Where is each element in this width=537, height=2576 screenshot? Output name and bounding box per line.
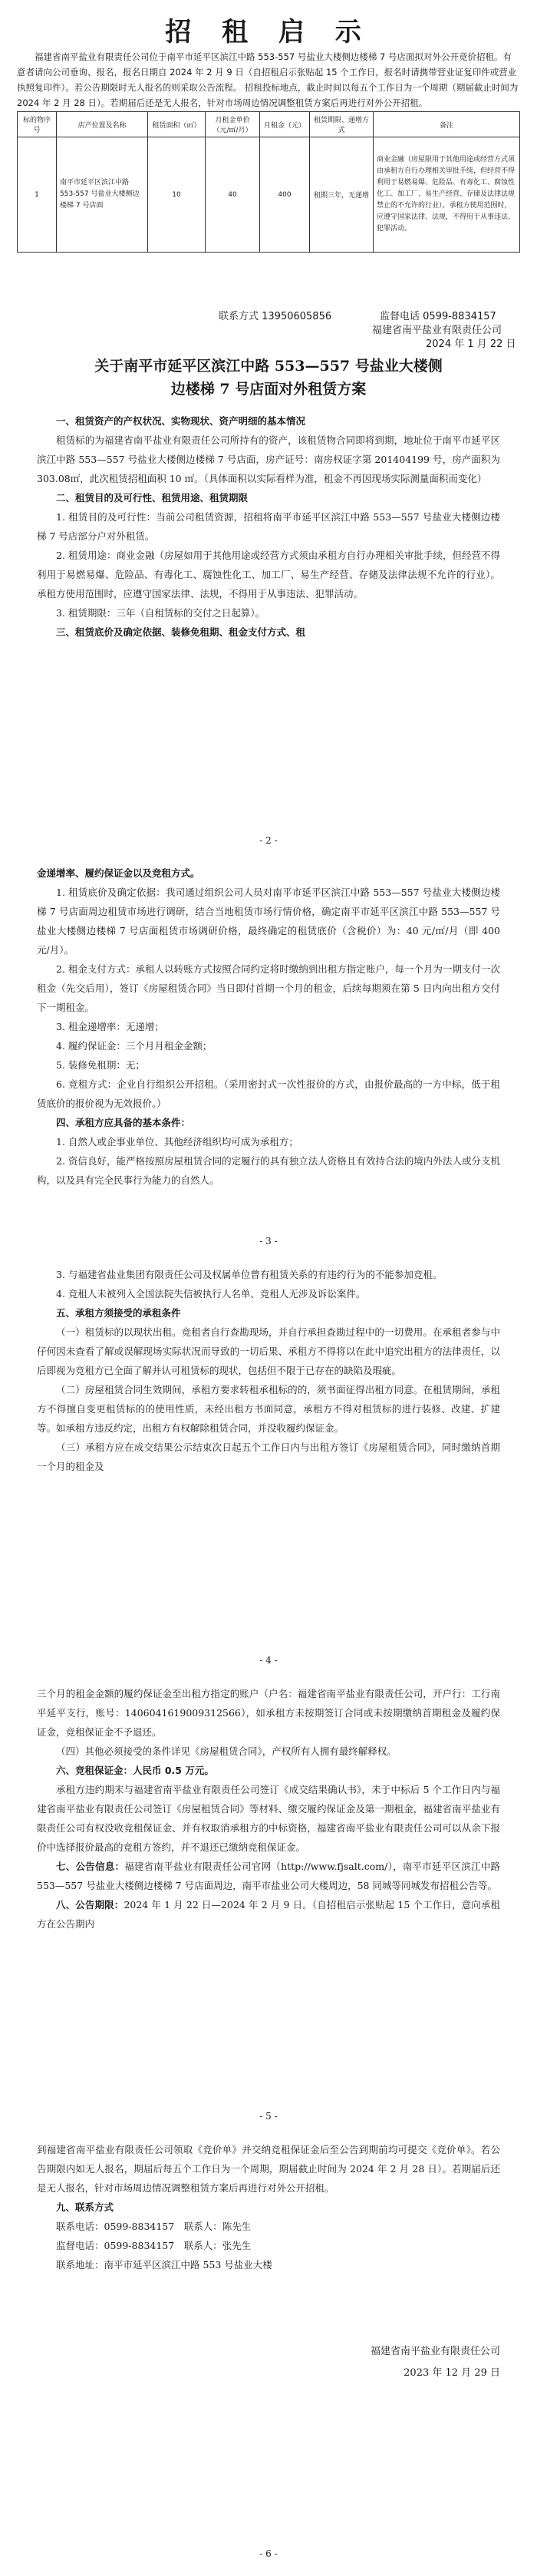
notice-title: 招 租 启 示 (165, 17, 372, 48)
paragraph: 承租方违约期末与福建省南平盐业有限责任公司签订《成交结果确认书》，未于中标后 5 个工作日内与福建省南平盐业有限责任公司签订《房屋租赁合同》等材料、缴交履约保证金及第一期租金，福建省南平盐业有限责任公司有权没收竞租保证金、并有权取消承租方的中标资格，福建省南平盐业有限责任公司可以从余下报价中选择报价最高的竞租方签约，并不退还已缴纳竞租保证金。 (37, 1784, 500, 1853)
paragraph: 5. 装修免租期：无； (56, 1059, 145, 1071)
table-header: 月租金（元） (260, 112, 310, 137)
table-cell-unit-price: 40 (206, 137, 260, 253)
signature-company: 福建省南平盐业有限责任公司 (370, 2346, 500, 2357)
paragraph: 2. 租金支付方式：承租人以转账方式按照合同约定将时缴纳到出租方指定账户，每一个月为一期支付一次租金（先交后用），签订《房屋租赁合同》当日即付首期一个月的租金，后续每期须在第 5 日内向出租方交付下一期租金。 (37, 963, 500, 1013)
table-cell-area: 10 (148, 137, 206, 253)
section-heading: 一、租赁资产的产权状况、实物现状、资产明细的基本情况 (56, 415, 306, 427)
document-title-line2: 边楼梯 7 号店面对外租赁方案 (170, 381, 367, 398)
table-cell-monthly-rent: 400 (260, 137, 310, 253)
table-header: 月租金单价（元/㎡/月） (206, 112, 260, 137)
paragraph: 租赁标的为福建省南平盐业有限责任公司所持有的资产，该租赁物合同即将到期，地址位于南平市延平区滨江中路 553—557 号盐业大楼侧边楼梯 7 号店面，房产证号：南房权证字第 201404199 号，房产面积为 303.08㎡，此次租赁招租面积 10 ㎡。（具体面积以实际看样为准，租金不再因现场实际测量面积而变化） (37, 434, 500, 484)
table-header: 租赁期限、递增方式 (310, 112, 374, 137)
table-header: 租赁面积（㎡） (148, 112, 206, 137)
paragraph: 6. 竞租方式：企业自行组织公开招租。（采用密封式一次性报价的方式，由报价最高的一方中标，低于租赁底价的报价视为无效报价。） (37, 1078, 500, 1109)
page-number: - 4 - (259, 1655, 278, 1666)
section-heading: 五、承租方须接受的承租条件 (56, 1307, 181, 1319)
notice-date: 2024 年 1 月 22 日 (426, 339, 516, 350)
table-header: 备注 (374, 112, 520, 137)
table-cell-location: 南平市延平区滨江中路 553-557 号盐业大楼侧边楼梯 7 号店面 (57, 137, 148, 253)
paragraph: 2. 资信良好，能严格按照房屋租赁合同的定履行的具有独立法人资格且有效持合法的境内外法人或分支机构，以及具有完全民事行为能力的自然人。 (37, 1155, 500, 1186)
rental-table (17, 111, 520, 253)
paragraph: 1. 自然人或企事业单位、其他经济组织均可成为承租方； (56, 1136, 298, 1148)
table-row (18, 137, 520, 253)
paragraph: 4. 竞租人未被列入全国法院失信被执行人名单、竞租人无涉及诉讼案件。 (56, 1288, 366, 1300)
section-block-4 (37, 1684, 500, 1934)
notice-body (17, 49, 520, 111)
paragraph: （三）承租方应在成交结果公示结束次日起五个工作日内与出租方签订《房屋租赁合同》，同时缴纳首期一个月的租金及 (37, 1442, 500, 1472)
section-heading: 六、竞租保证金：人民币 0.5 万元。 (56, 1765, 214, 1776)
contact-line: 联系电话：0599-8834157 联系人：陈先生 (56, 2221, 252, 2232)
page-number: - 2 - (259, 835, 278, 846)
paragraph: 2024 年 1 月 22 日—2024 年 2 月 9 日。（自招租启示张贴起 15 个工作日，意向承租方在公告期内 (37, 1899, 500, 1930)
notice-company: 福建省南平盐业有限责任公司 (372, 325, 502, 336)
document-title (0, 355, 537, 401)
paragraph: 福建省南平盐业有限责任公司官网（http://www.fjsalt.com/），南平市延平区滨江中路 553—557 号盐业大楼侧边楼梯 7 号店面周边，南平市盐业公司大楼周边，58 同城等同城发布招租公告等。 (37, 1861, 500, 1891)
notice-paragraph: 福建省南平盐业有限责任公司位于南平市延平区滨江中路 553-557 号盐业大楼侧边楼梯 7 号店面拟对外公开竞价招租。有意者请向公司垂询、报名，报名日期自 2024 年 2 月 9 日（自招租启示张贴起 15 个工作日，报名时请携带营业证复印件或营业执照复印件）。若公告期限时无人报名的则采取公告流程。​ 招租投标地点，截止时间以每五个工作日为一个周期（期届截止时间为 2024 年 2 月 28 日）。若期届后还是无人报名，针对市场周边情况调整租赁方案后再进行对外公开招租。 (17, 51, 519, 108)
document-title-line1: 关于南平市延平区滨江中路 553—557 号盐业大楼侧 (94, 358, 443, 375)
contact-phone: 联系方式 13950605856 (219, 311, 332, 322)
paragraph: 1. 租赁底价及确定依据：我司通过组织公司人员对南平市延平区滨江中路 553—557 号盐业大楼侧边楼梯 7 号店面周边租赁市场进行调研，结合当地租赁市场行情价格，确定南平市延平区滨江中路 553—557 号盐业大楼侧边楼梯 7 号店面租赁市场调研价格，最终确定的租赁底价（含税价）为：40 元/㎡/月（即 400 元/月）。 (37, 887, 500, 956)
section-heading: 七、公告信息： (56, 1861, 125, 1872)
section-heading-continued: 金递增率、履约保证金以及竞租方式。 (37, 867, 200, 879)
section-block-3 (37, 1265, 500, 1476)
table-cell-no: 1 (18, 137, 57, 253)
signature-date: 2023 年 12 月 29 日 (404, 2367, 500, 2379)
table-header: 标的物序号 (18, 112, 57, 137)
section-heading: 四、承租方应具备的基本条件： (56, 1117, 191, 1128)
paragraph: 4. 履约保证金：三个月月租金金额； (56, 1040, 212, 1052)
section-heading: 九、联系方式 (56, 2201, 114, 2213)
table-header-row (18, 112, 520, 137)
paragraph: 3. 租赁期限：三年（自租赁标的交付之日起算）。 (56, 607, 265, 619)
section-heading: 二、租赁目的及可行性、租赁用途、租赁期限 (56, 492, 249, 504)
section-block-2 (37, 864, 500, 1190)
signature-block (230, 2341, 500, 2384)
page-number: - 6 - (259, 2548, 278, 2559)
paragraph: 到福建省南平盐业有限责任公司领取《竞价单》并交纳竞租保证金后至公告到期前均可提交《竞价单》。若公告期限内如无人报名，期届后每五个工作日为一个周期，期届截止时间为 2024 年 2 月 28 日）。若期届后还是无人报名，针对市场周边情况调整租赁方案后再进行对外公开招租。 (37, 2144, 500, 2194)
paragraph: （一）租赁标的以现状出租。竞租者自行查勘现场，并自行承担查勘过程中的一切费用。在承租者参与中仔何因未查看了解或误解现场实际状况而导致的一切后果、承租方不得将以在此中追究出租方的法律责任，以后即视为竞租方已全面了解并认可租赁标的现状，包括但不限于已存在的缺陷及瑕疵。 (37, 1326, 500, 1376)
paragraph: 3. 租金递增率：无递增； (56, 1021, 164, 1032)
table-cell-term: 租期三年，无递增 (310, 137, 374, 253)
paragraph: （四）其他必须接受的条件详见《房屋租赁合同》，产权所有人拥有最终解释权。 (56, 1745, 397, 1757)
paragraph: 3. 与福建省盐业集团有限责任公司及权属单位曾有租赁关系的有违约行为的不能参加竞租。 (56, 1269, 443, 1280)
contact-line: 监督电话：0599-8834157 联系人：张先生 (56, 2240, 252, 2251)
table-header: 店产位置及名称 (57, 112, 148, 137)
section-heading: 三、租赁底价及确定依据、装修免租期、租金支付方式、租 (56, 626, 306, 638)
section-block-5 (37, 2140, 500, 2274)
paragraph: 三个月的租金金额的履约保证金至出租方指定的账户（户名：福建省南平盐业有限责任公司，开户行：工行南平延平支行，账号：1406041619009312566），如承租方未按期签订合同或未按期缴纳首期租金及履约保证金，竞租保证金不予退还。 (37, 1688, 500, 1738)
paragraph: 1. 租赁目的及可行性：当前公司租赁资源，招租将南平市延平区滨江中路 553—557 号盐业大楼侧边楼梯 7 号店部分户对外租赁。 (37, 511, 500, 542)
table-cell-remark: 商业金融（房屋限用于其他用途或经营方式须由承租方自行办理相关审批手续，但经营不得利用于易燃易爆、危险品、有毒化工、腐蚀性化工、加工厂、易生产经营、存储及法律法规禁止的不允许的行业）。承租方使用范围时，应遵守国家法律、法规，不得用于从事违法、犯罪活动。 (374, 137, 520, 253)
contact-line: 联系地址：南平市延平区滨江中路 553 号盐业大楼 (56, 2259, 272, 2271)
section-block-1 (37, 411, 500, 642)
supervision-phone: 监督电话 0599-8834157 (380, 311, 496, 322)
paragraph: （二）房屋租赁合同生效期间，承租方要求转租承租标的的，须书面征得出租方同意。在租赁期间，承租方不得擅自变更租赁标的的使用性质，未经出租方书面同意，承租方不得对租赁标的进行装修、改建、扩建等。如承租方违反约定，出租方有权解除租赁合同，并没收履约保证金。 (37, 1384, 500, 1434)
page-number: - 3 - (259, 1236, 278, 1247)
page-number: - 5 - (259, 2111, 278, 2122)
section-heading: 八、公告期限： (56, 1899, 124, 1911)
paragraph: 2. 租赁用途：商业金融（房屋如用于其他用途或经营方式须由承租方自行办理相关审批手续，但经营不得利用于易燃易爆、危险品、有毒化工、腐蚀性化工、加工厂、易生产经营、存储及法律法规不允许的行业）。承租方使用范围时，应遵守国家法律、法规，不得用于从事违法、犯罪活动。 (37, 550, 500, 599)
